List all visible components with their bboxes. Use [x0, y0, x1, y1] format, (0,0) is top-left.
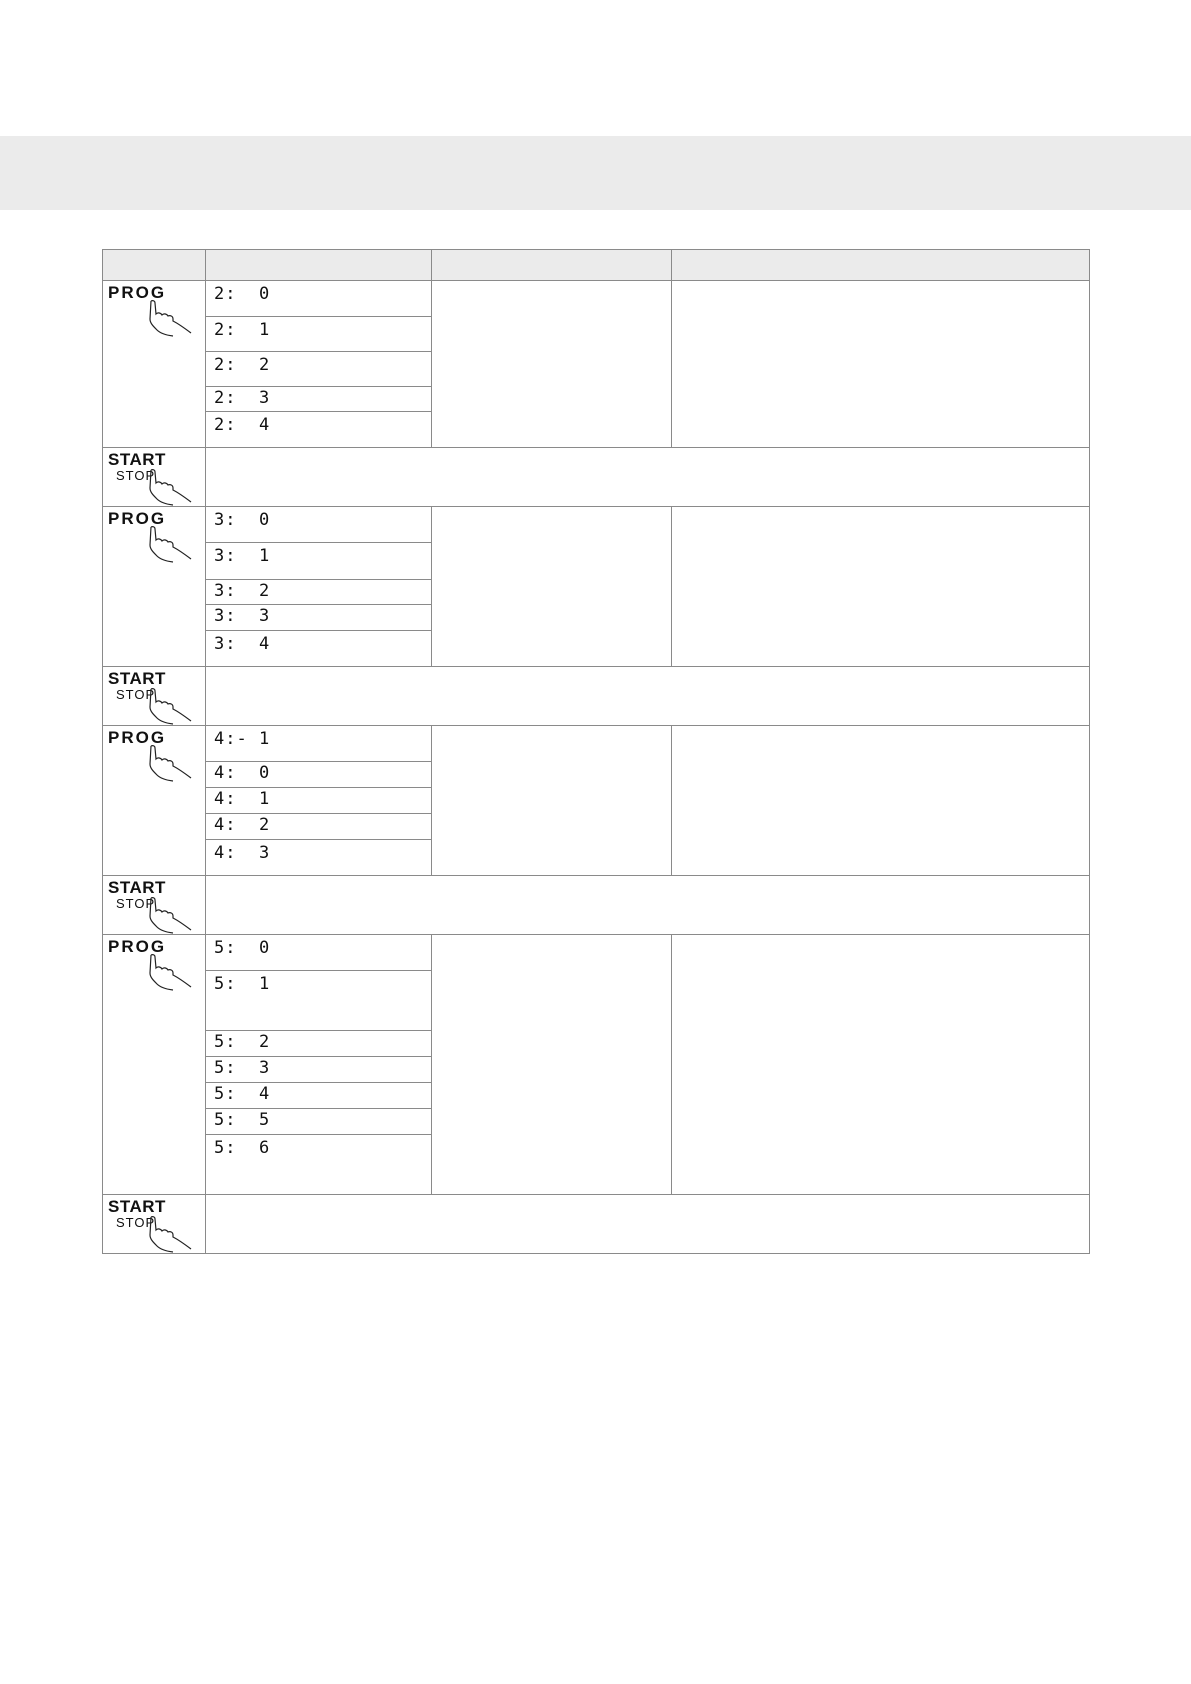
start-key-label: START [108, 669, 166, 688]
table-header-row [103, 250, 1090, 281]
start-key-label: START [108, 878, 166, 897]
code-cell [206, 788, 432, 814]
display-code: 5: 3 [214, 1058, 271, 1078]
stop-key-label: STOP [116, 468, 156, 483]
display-code: 5: 1 [214, 974, 271, 994]
note-cell [672, 507, 1090, 667]
stop-key-label: STOP [116, 687, 156, 702]
hand-press-icon [147, 953, 193, 991]
description-cell [432, 935, 672, 1195]
code-cell [206, 317, 432, 352]
prog-key-label: PROG [108, 728, 167, 747]
description-cell [432, 507, 672, 667]
prog-key-cell[interactable] [103, 726, 206, 876]
header-cell [103, 250, 206, 281]
hand-press-icon [147, 687, 193, 725]
display-code: 5: 4 [214, 1084, 271, 1104]
prog-key-label: PROG [108, 937, 167, 956]
display-code: 4: 2 [214, 815, 271, 835]
table-row [103, 726, 1090, 762]
header-cell [206, 250, 432, 281]
code-cell [206, 580, 432, 605]
code-cell [206, 1057, 432, 1083]
code-cell [206, 281, 432, 317]
display-code: 3: 0 [214, 510, 271, 530]
display-code: 4: 0 [214, 763, 271, 783]
header-cell [672, 250, 1090, 281]
prog-key-label: PROG [108, 509, 167, 528]
code-cell [206, 1109, 432, 1135]
table-row [103, 507, 1090, 543]
display-code: 4: 1 [214, 789, 271, 809]
table-row [103, 281, 1090, 317]
span-cell [206, 876, 1090, 935]
note-cell [672, 726, 1090, 876]
code-cell [206, 1135, 432, 1195]
display-code: 5: 0 [214, 938, 271, 958]
header-band [0, 136, 1191, 210]
table-row [103, 876, 1090, 935]
prog-key-cell[interactable] [103, 935, 206, 1195]
code-cell [206, 605, 432, 631]
note-cell [672, 281, 1090, 448]
span-cell [206, 667, 1090, 726]
start-stop-key-cell[interactable] [103, 448, 206, 507]
table-row [103, 935, 1090, 971]
code-cell [206, 543, 432, 580]
start-stop-key-cell[interactable] [103, 667, 206, 726]
prog-key-cell[interactable] [103, 507, 206, 667]
stop-key-label: STOP [116, 896, 156, 911]
stop-key-label: STOP [116, 1215, 156, 1230]
code-cell [206, 507, 432, 543]
display-code: 2: 4 [214, 415, 271, 435]
code-cell [206, 412, 432, 448]
note-cell [672, 935, 1090, 1195]
start-stop-key-cell[interactable] [103, 876, 206, 935]
hand-press-icon [147, 468, 193, 506]
display-code: 5: 6 [214, 1138, 271, 1158]
display-code: 3: 1 [214, 546, 271, 566]
description-cell [432, 726, 672, 876]
code-cell [206, 1031, 432, 1057]
display-code: 2: 1 [214, 320, 271, 340]
display-code: 5: 5 [214, 1110, 271, 1130]
hand-press-icon [147, 896, 193, 934]
display-code: 3: 4 [214, 634, 271, 654]
display-code: 2: 2 [214, 355, 271, 375]
code-cell [206, 762, 432, 788]
code-cell [206, 814, 432, 840]
code-cell [206, 935, 432, 971]
code-cell [206, 971, 432, 1031]
hand-press-icon [147, 299, 193, 337]
prog-key-cell[interactable] [103, 281, 206, 448]
span-cell [206, 1195, 1090, 1254]
hand-press-icon [147, 525, 193, 563]
table-row [103, 1195, 1090, 1254]
display-code: 2: 0 [214, 284, 271, 304]
display-code: 4: 3 [214, 843, 271, 863]
table-row [103, 448, 1090, 507]
settings-table [102, 249, 1090, 1254]
hand-press-icon [147, 1215, 193, 1253]
code-cell [206, 631, 432, 667]
description-cell [432, 281, 672, 448]
display-code: 2: 3 [214, 388, 271, 408]
hand-press-icon [147, 744, 193, 782]
code-cell [206, 1083, 432, 1109]
header-cell [432, 250, 672, 281]
display-code: 3: 3 [214, 606, 271, 626]
code-cell [206, 352, 432, 387]
display-code: 5: 2 [214, 1032, 271, 1052]
start-key-label: START [108, 450, 166, 469]
code-cell [206, 726, 432, 762]
start-key-label: START [108, 1197, 166, 1216]
display-code: 3: 2 [214, 581, 271, 601]
code-cell [206, 387, 432, 412]
span-cell [206, 448, 1090, 507]
start-stop-key-cell[interactable] [103, 1195, 206, 1254]
table-row [103, 667, 1090, 726]
code-cell [206, 840, 432, 876]
prog-key-label: PROG [108, 283, 167, 302]
display-code: 4:- 1 [214, 729, 271, 749]
